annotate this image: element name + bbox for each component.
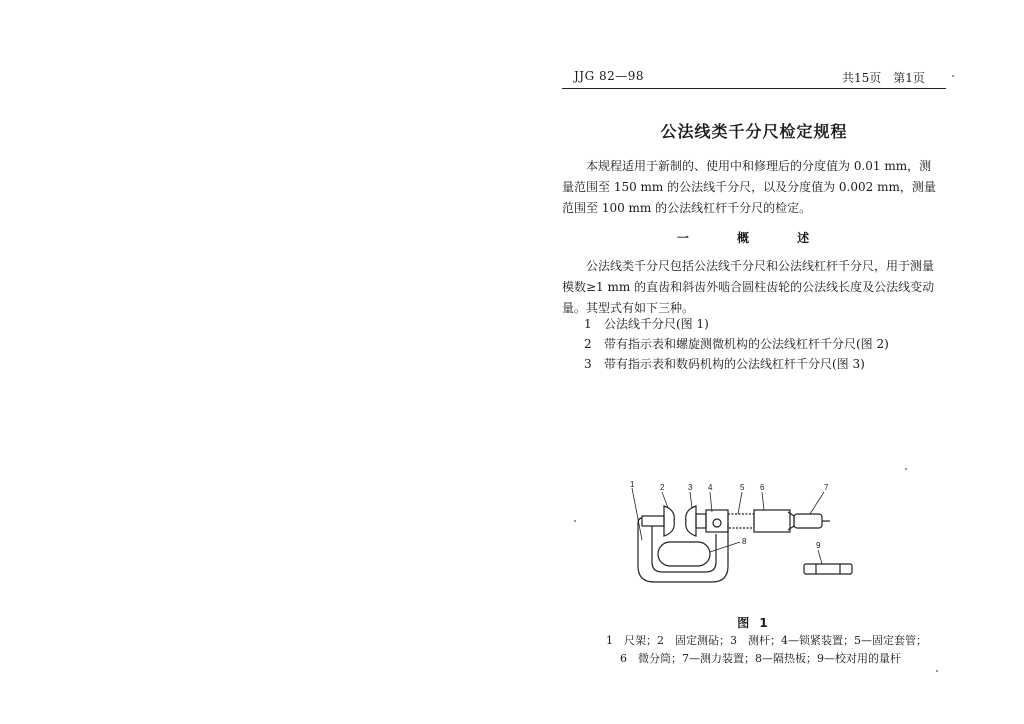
- part-label-6: 6: [760, 483, 765, 492]
- lock-knob: [713, 519, 721, 527]
- type-number: 3: [584, 357, 592, 371]
- type-item: [584, 334, 889, 354]
- part-label-1: 1: [630, 480, 635, 489]
- leader-line: [632, 488, 642, 540]
- scan-speck: [905, 468, 907, 470]
- type-item: [584, 314, 889, 334]
- leader-line: [738, 492, 742, 514]
- part-label-2: 2: [660, 483, 665, 492]
- type-item: [584, 354, 889, 374]
- leader-line: [810, 492, 824, 514]
- spindle-disc: [686, 506, 696, 536]
- part-label-8: 8: [742, 537, 747, 546]
- scan-speck: [936, 670, 938, 672]
- ratchet: [794, 514, 822, 528]
- leader-line: [762, 492, 764, 510]
- spindle: [696, 514, 706, 528]
- type-text: 带有指示表和螺旋测微机构的公法线杠杆千分尺(图 2): [604, 337, 889, 351]
- document-title: 公法线类千分尺检定规程: [660, 122, 848, 141]
- type-number: 2: [584, 337, 592, 351]
- part-label-9: 9: [816, 541, 821, 550]
- thimble: [754, 510, 790, 532]
- setting-rod: [804, 564, 852, 574]
- frame-inner: [652, 526, 716, 572]
- scan-speck: [952, 75, 954, 77]
- page-info: 共15页 第1页: [842, 71, 925, 85]
- heat-insulation-plate: [658, 542, 710, 566]
- micrometer-drawing: [632, 488, 852, 582]
- leader-line: [710, 492, 712, 512]
- figure-caption: 图 1: [737, 616, 771, 630]
- figure-legend-line: 1 尺架；2 固定测砧；3 测杆；4—锁紧装置；5—固定套管；: [606, 634, 927, 647]
- intro-paragraph: 本规程适用于新制的、使用中和修理后的分度值为 0.01 mm，测量范围至 150 mm 的公法线千分尺，以及分度值为 0.002 mm，测量范围至 100 mm 的公法线杠杆千分尺的检定。: [562, 159, 936, 215]
- standard-number: JJG 82—98: [574, 69, 645, 83]
- lock-housing: [706, 510, 728, 532]
- leader-line: [690, 492, 692, 508]
- leader-line: [710, 542, 740, 552]
- type-text: 公法线千分尺(图 1): [604, 317, 709, 331]
- part-label-5: 5: [740, 483, 745, 492]
- scan-speck: [574, 520, 576, 522]
- fixed-anvil-disc: [664, 506, 674, 536]
- thimble-taper: [788, 512, 794, 530]
- type-number: 1: [584, 317, 592, 331]
- part-label-4: 4: [708, 483, 713, 492]
- fixed-anvil-shaft: [642, 516, 664, 526]
- sleeve: [728, 514, 754, 528]
- part-label-3: 3: [688, 483, 693, 492]
- part-label-7: 7: [824, 483, 829, 492]
- leader-line: [662, 492, 668, 508]
- figure-legend-line: 6 微分筒；7—测力装置；8—隔热板；9—校对用的量杆: [620, 652, 901, 665]
- header-rule: [562, 88, 946, 89]
- micrometer-figure: [624, 478, 858, 586]
- leader-line: [818, 550, 822, 564]
- type-list: [584, 314, 889, 374]
- type-text: 带有指示表和数码机构的公法线杠杆千分尺(图 3): [604, 357, 865, 371]
- overview-paragraph: 公法线类千分尺包括公法线千分尺和公法线杠杆千分尺，用于测量模数≥1 mm 的直齿和斜齿外啮合圆柱齿轮的公法线长度及公法线变动量。其型式有如下三种。: [562, 259, 935, 315]
- section-heading-overview: 一 概 述: [676, 231, 832, 245]
